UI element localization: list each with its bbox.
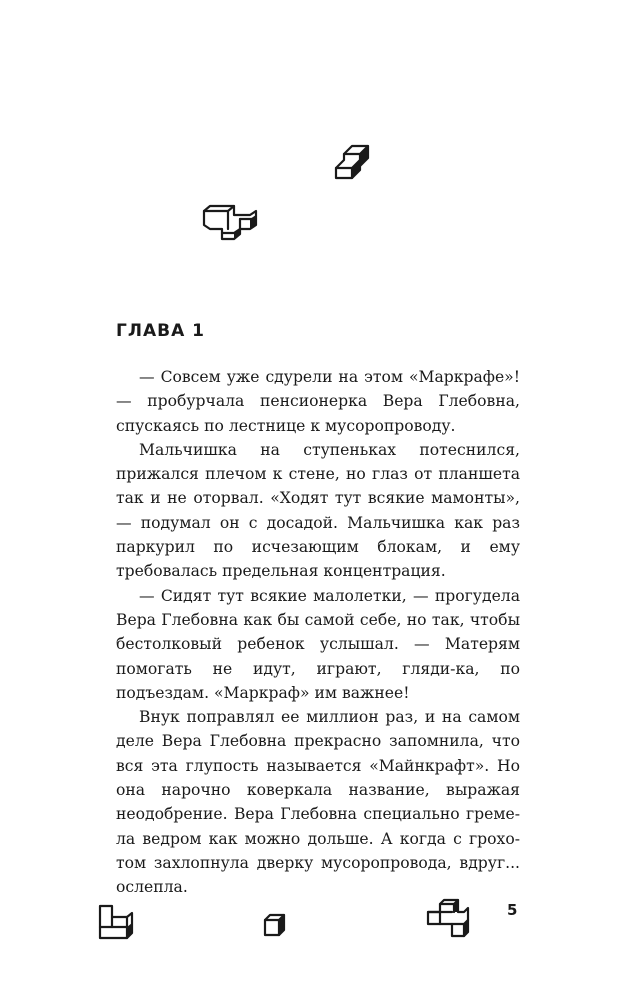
page-number: 5 <box>507 901 518 919</box>
paragraph: — Сидят тут всякие малолетки, — прогудела Вера Глебовна как бы самой себе, но так, чтобы бестолковый ребенок услышал. — Матерям помогать не идут, играют, гляди-ка, по подъездам. «Маркраф» им важнее! <box>116 586 520 702</box>
block-corner-icon <box>97 903 135 943</box>
chapter-text <box>116 365 520 900</box>
paragraph: Внук поправлял ее миллион раз, и на самом деле Вера Глебовна прекрасно запомнила, что вся эта глупость называется «Майнкрафт». Но она нарочно коверкала название, выражая неодобрение. Вера Глебовна специально гремела ведром как можно дольше. А когда с грохотом захлопнула дверку мусоропровода, вдруг... ослепла. <box>116 708 520 897</box>
block-cluster-icon <box>200 203 258 241</box>
chapter-heading: ГЛАВА 1 <box>116 321 205 341</box>
paragraph: Мальчишка на ступеньках потеснился, прижался плечом к стене, но глаз от планшета так и не оторвал. «Ходят тут всякие мамонты», — подумал он с досадой. Мальчишка как раз паркурил по исчезающим блокам, и ему требовалась предельная концентрация. <box>116 440 520 581</box>
block-stairs-icon <box>424 898 474 942</box>
small-cube-icon <box>262 912 288 938</box>
cube-stack-icon <box>330 140 372 182</box>
paragraph: — Совсем уже сдурели на этом «Маркрафе»! — пробурчала пенсионерка Вера Глебовна, спускаясь по лестнице к мусоропроводу. <box>116 368 520 435</box>
